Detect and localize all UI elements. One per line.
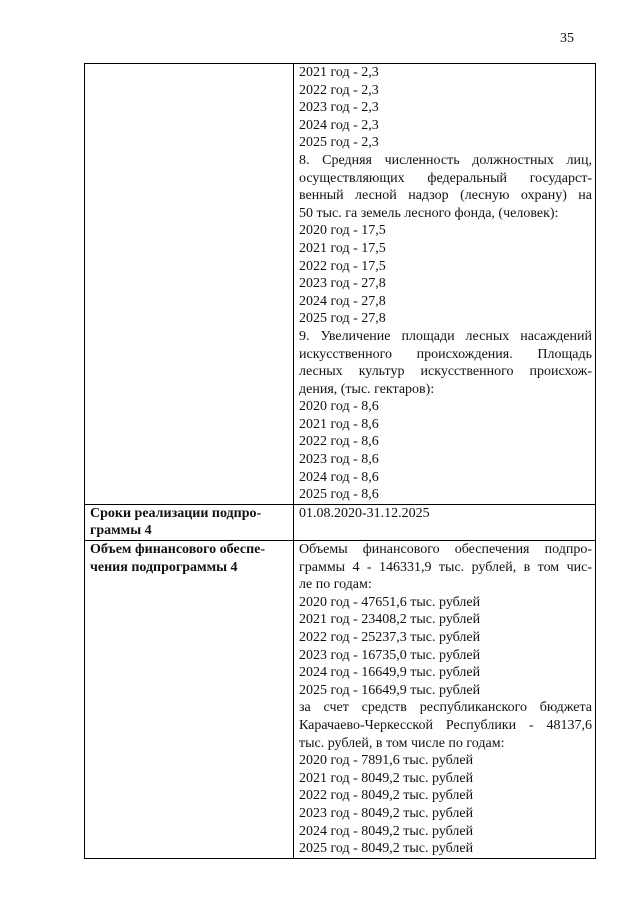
table-row <box>85 64 596 505</box>
row-label-line: Объем финансового обеспе- <box>90 542 266 558</box>
row-value-line: 50 тыс. га земель лесного фонда, (человек): <box>299 205 559 221</box>
row-value-line: за счет средств республиканского бюджета <box>299 700 592 716</box>
passport-table <box>84 63 596 859</box>
row-value-line: 2023 год - 2,3 <box>299 100 379 116</box>
row-value-line: 2023 год - 8049,2 тыс. рублей <box>299 805 474 821</box>
row-value-line: лесных культур искусственного происхож- <box>299 364 592 380</box>
row-value-cell <box>294 64 596 505</box>
row-value-line: 2023 год - 27,8 <box>299 276 386 292</box>
row-value-line: ле по годам: <box>299 577 372 593</box>
row-value-line: 2022 год - 17,5 <box>299 258 386 274</box>
table-row <box>85 541 596 859</box>
row-label-cell <box>85 64 294 505</box>
row-value-line: тыс. рублей, в том числе по годам: <box>299 735 505 751</box>
row-value-line: 2024 год - 16649,9 тыс. рублей <box>299 665 481 681</box>
row-value-line: 2020 год - 17,5 <box>299 223 386 239</box>
row-label-cell <box>85 504 294 540</box>
row-value-line: дения, (тыс. гектаров): <box>299 381 435 397</box>
row-value-line: 2022 год - 8,6 <box>299 434 379 450</box>
row-value-line: 2022 год - 2,3 <box>299 82 379 98</box>
row-value-line: 2020 год - 8,6 <box>299 399 379 415</box>
row-value-line: 2024 год - 8,6 <box>299 469 379 485</box>
row-value-line: 2023 год - 16735,0 тыс. рублей <box>299 647 481 663</box>
page-number: 35 <box>560 31 574 46</box>
row-value-line: 2022 год - 8049,2 тыс. рублей <box>299 788 474 804</box>
row-value-line: 2023 год - 8,6 <box>299 452 379 468</box>
row-value-line: Карачаево-Черкесской Республики - 48137,6 <box>299 717 592 733</box>
row-value-line: 2025 год - 8049,2 тыс. рублей <box>299 841 474 857</box>
row-value-line: 2024 год - 2,3 <box>299 117 379 133</box>
row-label-cell <box>85 541 294 859</box>
row-value-line: 2021 год - 2,3 <box>299 65 379 80</box>
row-value-line: 2020 год - 7891,6 тыс. рублей <box>299 753 474 769</box>
row-value-line: 9. Увеличение площади лесных насаждений <box>299 328 592 344</box>
row-value-cell <box>294 541 596 859</box>
row-value-line: 8. Средняя численность должностных лиц, <box>299 152 592 168</box>
row-label-line: чения подпрограммы 4 <box>90 559 238 575</box>
row-value-cell <box>294 504 596 540</box>
row-value-line: 01.08.2020-31.12.2025 <box>299 505 430 521</box>
row-label-line: Сроки реализации подпро- <box>90 505 262 521</box>
row-value-line: венный лесной надзор (лесную охрану) на <box>299 188 592 204</box>
row-value-line: 2025 год - 2,3 <box>299 135 379 151</box>
row-value-line: 2025 год - 27,8 <box>299 311 386 327</box>
row-value-line: 2024 год - 8049,2 тыс. рублей <box>299 823 474 839</box>
row-value-line: осуществляющих федеральный государст- <box>299 170 592 186</box>
row-value-line: 2021 год - 23408,2 тыс. рублей <box>299 612 481 628</box>
row-value-line: 2021 год - 17,5 <box>299 240 386 256</box>
row-value-line: граммы 4 - 146331,9 тыс. рублей, в том чис- <box>299 559 592 575</box>
row-value-line: 2025 год - 16649,9 тыс. рублей <box>299 682 481 698</box>
row-value-line: искусственного происхождения. Площадь <box>299 346 592 362</box>
table-row <box>85 504 596 540</box>
row-value-line: 2024 год - 27,8 <box>299 293 386 309</box>
row-value-line: 2020 год - 47651,6 тыс. рублей <box>299 594 481 610</box>
row-value-line: 2021 год - 8049,2 тыс. рублей <box>299 770 474 786</box>
passport-table-body <box>85 64 596 859</box>
row-value-line: 2022 год - 25237,3 тыс. рублей <box>299 630 481 645</box>
row-label-line: граммы 4 <box>90 523 152 539</box>
row-value-line: Объемы финансового обеспечения подпро- <box>299 542 592 558</box>
row-value-line: 2025 год - 8,6 <box>299 487 379 503</box>
row-value-line: 2021 год - 8,6 <box>299 416 379 432</box>
